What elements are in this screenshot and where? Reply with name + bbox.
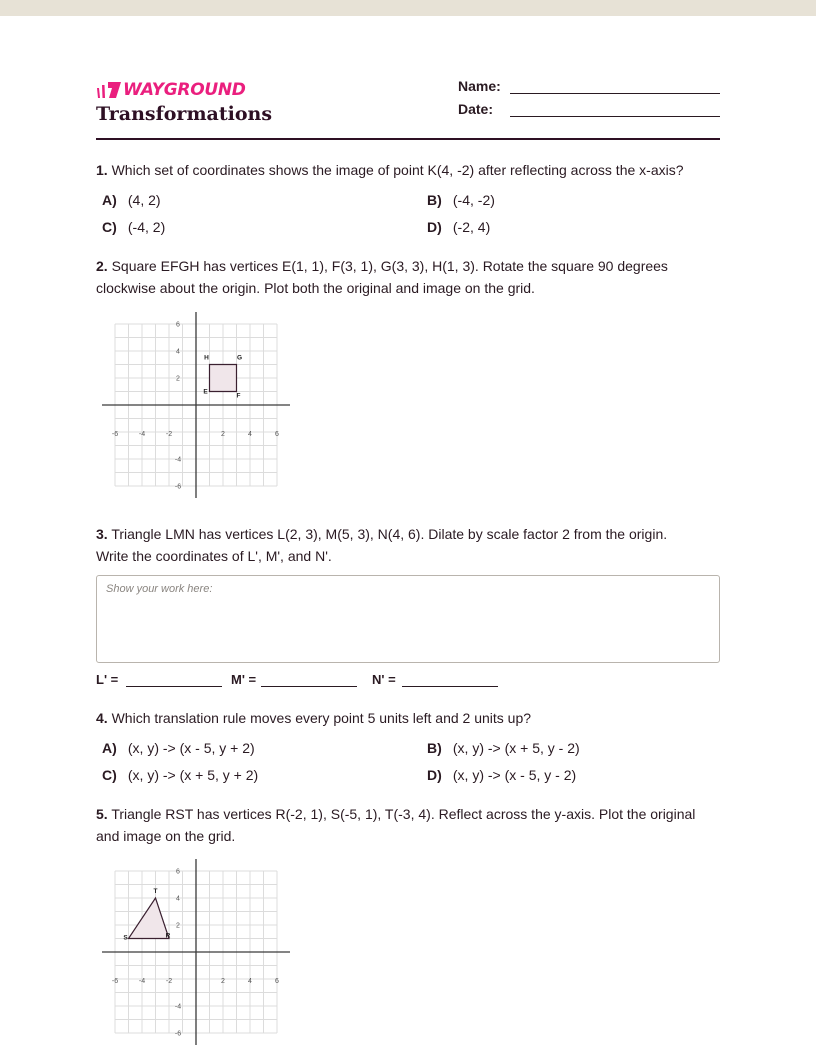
question-text: Which set of coordinates shows the image of point K(4, -2) after reflecting across the x-axis? <box>111 162 684 178</box>
q1-option-b[interactable] <box>427 192 495 208</box>
q1-option-a[interactable] <box>102 192 161 208</box>
name-field[interactable] <box>458 78 720 94</box>
x-tick-label: -4 <box>138 978 146 985</box>
option-text: (4, 2) <box>127 192 161 208</box>
logo-mark-icon <box>96 80 122 100</box>
vertex-label: F <box>236 392 241 400</box>
work-placeholder: Show your work here: <box>106 583 213 595</box>
option-letter: A) <box>102 192 117 208</box>
coordinate-grid-q2[interactable] <box>100 310 292 500</box>
answer-n-prime[interactable] <box>372 670 498 687</box>
option-text: (-2, 4) <box>452 219 491 235</box>
question-number: 2. <box>96 258 108 274</box>
option-text: (x, y) -> (x - 5, y - 2) <box>452 767 577 783</box>
question-5 <box>96 803 726 847</box>
logo-text: WAYGROUND <box>123 80 246 100</box>
x-tick-label: -6 <box>111 978 119 985</box>
answer-label: M' = <box>231 672 257 687</box>
x-tick-label: 6 <box>275 431 279 438</box>
q1-option-d[interactable] <box>427 219 490 235</box>
q4-option-b[interactable] <box>427 740 580 756</box>
shape-polygon <box>210 365 237 392</box>
option-letter: C) <box>102 219 117 235</box>
question-1 <box>96 159 726 181</box>
x-tick-label: -2 <box>165 978 173 985</box>
y-tick-label: 4 <box>176 895 180 903</box>
y-tick-label: 6 <box>176 321 180 329</box>
question-text-line1: Triangle LMN has vertices L(2, 3), M(5, 3), N(4, 6). Dilate by scale factor 2 from the origin. <box>111 526 668 542</box>
option-text: (x, y) -> (x - 5, y + 2) <box>127 740 255 756</box>
x-tick-label: 2 <box>221 431 225 438</box>
coordinate-grid-q5[interactable] <box>100 857 292 1049</box>
name-label: Name: <box>458 78 501 94</box>
y-tick-label: -6 <box>174 483 182 491</box>
answer-line[interactable] <box>126 670 222 687</box>
question-2 <box>96 255 726 299</box>
vertex-label: S <box>123 934 128 942</box>
option-letter: B) <box>427 740 442 756</box>
y-tick-label: -4 <box>174 456 182 464</box>
option-text: (-4, 2) <box>127 219 166 235</box>
question-text-line1: Triangle RST has vertices R(-2, 1), S(-5, 1), T(-3, 4). Reflect across the y-axis. Plot the original <box>111 806 696 822</box>
option-letter: C) <box>102 767 117 783</box>
q1-option-c[interactable] <box>102 219 165 235</box>
x-tick-label: 4 <box>248 978 252 985</box>
question-number: 4. <box>96 710 108 726</box>
option-text: (-4, -2) <box>452 192 495 208</box>
x-tick-label: -2 <box>165 431 173 438</box>
q4-option-a[interactable] <box>102 740 255 756</box>
option-letter: D) <box>427 219 442 235</box>
option-letter: D) <box>427 767 442 783</box>
q4-option-c[interactable] <box>102 767 258 783</box>
question-3 <box>96 523 726 567</box>
vertex-label: H <box>204 354 209 362</box>
x-tick-label: 2 <box>221 978 225 985</box>
x-tick-label: -6 <box>111 431 119 438</box>
worksheet-title: Transformations <box>96 103 273 125</box>
question-4 <box>96 707 726 729</box>
question-number: 1. <box>96 162 108 178</box>
vertex-label: G <box>236 354 243 362</box>
option-text: (x, y) -> (x + 5, y + 2) <box>127 767 259 783</box>
answer-line[interactable] <box>261 670 357 687</box>
x-tick-label: -4 <box>138 431 146 438</box>
top-band <box>0 0 816 16</box>
logo <box>96 80 246 100</box>
option-text: (x, y) -> (x + 5, y - 2) <box>452 740 580 756</box>
vertex-label: T <box>153 888 158 895</box>
question-text: Which translation rule moves every point 5 units left and 2 units up? <box>111 710 532 726</box>
option-letter: A) <box>102 740 117 756</box>
answer-m-prime[interactable] <box>231 670 357 687</box>
y-tick-label: -4 <box>174 1003 182 1011</box>
y-tick-label: 2 <box>176 922 180 930</box>
name-line[interactable] <box>510 79 720 94</box>
question-text-line2: clockwise about the origin. Plot both the original and image on the grid. <box>96 280 535 296</box>
option-letter: B) <box>427 192 442 208</box>
question-number: 3. <box>96 526 108 542</box>
answer-label: N' = <box>372 672 396 687</box>
question-text-line2: Write the coordinates of L', M', and N'. <box>96 548 332 564</box>
header-divider <box>96 138 720 140</box>
date-field[interactable] <box>458 101 720 117</box>
x-tick-label: 4 <box>248 431 252 438</box>
answer-line[interactable] <box>402 670 498 687</box>
y-tick-label: 4 <box>176 348 180 356</box>
date-label: Date: <box>458 101 494 117</box>
work-area[interactable] <box>96 575 720 663</box>
shape-polygon <box>129 898 170 939</box>
question-text-line2: and image on the grid. <box>96 828 236 844</box>
x-tick-label: 6 <box>275 978 279 985</box>
question-number: 5. <box>96 806 108 822</box>
y-tick-label: -6 <box>174 1030 182 1038</box>
y-tick-label: 6 <box>176 868 180 876</box>
question-text-line1: Square EFGH has vertices E(1, 1), F(3, 1), G(3, 3), H(1, 3). Rotate the square 90 degrees <box>111 258 668 274</box>
vertex-label: R <box>165 932 171 940</box>
q4-option-d[interactable] <box>427 767 576 783</box>
date-line[interactable] <box>510 102 720 117</box>
answer-l-prime[interactable] <box>96 670 222 687</box>
answer-label: L' = <box>96 672 119 687</box>
y-tick-label: 2 <box>176 375 180 383</box>
vertex-label: E <box>203 388 208 396</box>
